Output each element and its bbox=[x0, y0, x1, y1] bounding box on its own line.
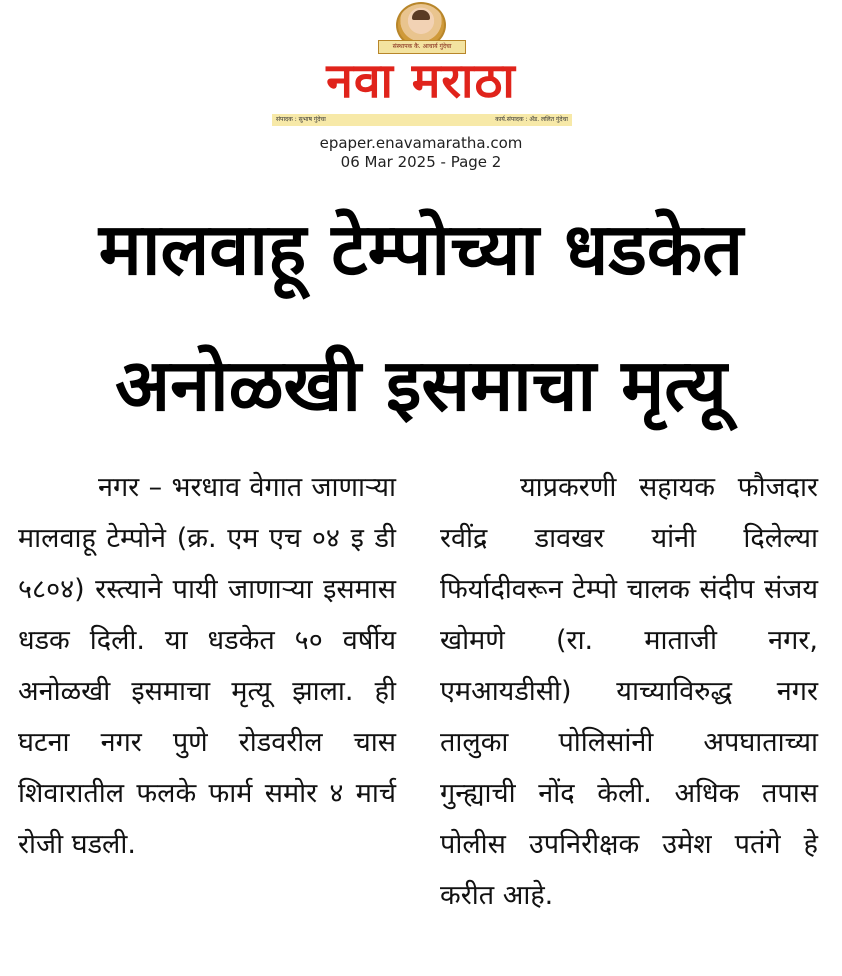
article-paragraph-2: याप्रकरणी सहायक फौजदार रवींद्र डावखर यांनी दिलेल्या फिर्यादीवरून टेम्पो चालक संदीप संजय खोमणे (रा. माताजी नगर, एमआयडीसी) याच्याविरुद्ध नगर तालुका पोलिसांनी अपघाताच्या गुन्ह्याची नोंद केली. अधिक तपास पोलीस उपनिरीक्षक उमेश पतंगे हे करीत आहे. bbox=[440, 472, 818, 911]
executive-editor-name: कार्य.संपादक : ॲड. ललित गुंदेचा bbox=[495, 116, 568, 123]
editor-strip bbox=[272, 114, 572, 126]
masthead bbox=[0, 0, 842, 180]
editor-name: संपादक : सुभाष गुंदेचा bbox=[276, 116, 326, 123]
epaper-url: epaper.enavamaratha.com bbox=[319, 134, 523, 152]
article-paragraph-1: नगर – भरधाव वेगात जाणाऱ्या मालवाहू टेम्पोने (क्र. एम एच ०४ इ डी ५८०४) रस्त्याने पायी जाणाऱ्या इसमास धडक दिली. या धडकेत ५० वर्षीय अनोळखी इसमाचा मृत्यू झाला. ही घटना नगर पुणे रोडवरील चास शिवारातील फलके फार्म समोर ४ मार्च रोजी घडली. bbox=[18, 472, 396, 860]
founder-ribbon: संस्थापक कै. आचार्य गुंदेचा bbox=[378, 40, 466, 54]
article-column-2 bbox=[440, 462, 818, 921]
newspaper-logo: नवा मराठा bbox=[326, 53, 516, 109]
article-column-1 bbox=[18, 462, 396, 870]
issue-date-page: 06 Mar 2025 - Page 2 bbox=[340, 153, 502, 171]
headline-line-1: मालवाहू टेम्पोच्या धडकेत bbox=[98, 207, 744, 291]
headline-line-2: अनोळखी इसमाचा मृत्यू bbox=[115, 343, 727, 427]
